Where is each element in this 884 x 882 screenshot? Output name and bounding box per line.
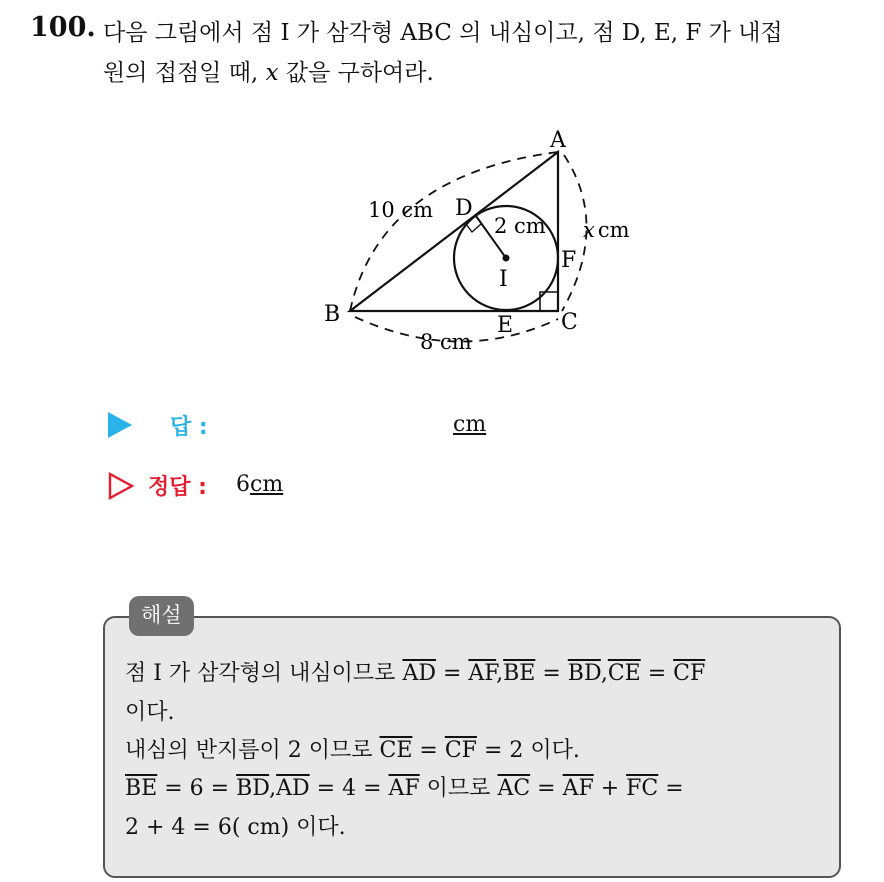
correct-answer-unit: cm xyxy=(250,472,284,497)
answer-blank-unit[interactable]: cm xyxy=(453,412,487,437)
label-e: E xyxy=(497,313,514,338)
label-side-ab: 10 cm xyxy=(368,198,434,222)
sol4-four: = 4 = xyxy=(316,776,382,801)
question-text-line1: 다음 그림에서 점 I 가 삼각형 ABC 의 내심이고, 점 D, E, F 가 내접 xyxy=(103,20,783,46)
sol4-fc: $\overline{FC}$ xyxy=(626,776,659,801)
label-d: D xyxy=(455,196,473,221)
correct-answer-label: 정답 : xyxy=(148,475,207,500)
sol4-af: $\overline{AF}$ xyxy=(388,776,420,801)
solution-tag: 해설 xyxy=(129,596,194,636)
sol4-mid: 이므로 xyxy=(426,776,491,801)
solution-line-2: 이다. xyxy=(125,700,175,725)
sol1-ad: $\overline{AD}$ xyxy=(402,661,436,686)
correct-answer-outline-play-icon xyxy=(108,472,134,500)
correct-answer-number: 6 xyxy=(236,472,250,497)
label-f: F xyxy=(561,248,577,273)
label-side-bc: 8 cm xyxy=(420,330,472,354)
solution-line-5: 2 + 4 = 6( cm) 이다. xyxy=(125,815,346,840)
sol4-six: = 6 = xyxy=(164,776,230,801)
label-radius: 2 cm xyxy=(494,214,546,238)
label-side-ac xyxy=(583,218,630,242)
sol4-be: $\overline{BE}$ xyxy=(125,776,158,801)
question-text-line2-pre: 원의 접점일 때, xyxy=(103,60,266,86)
sol4-af2: $\overline{AF}$ xyxy=(562,776,594,801)
solution-line-1: 점 I 가 삼각형의 내심이므로 $\overline{AD} = \overline{AF},\overline{BE} = \overline{BD},\overline{CE} = \overline{CF}$ xyxy=(125,661,706,686)
correct-answer-value xyxy=(236,472,283,497)
sol3-pre: 내심의 반지름이 2 이므로 xyxy=(125,738,373,763)
sol1-af: $\overline{AF}$ xyxy=(468,661,497,686)
sol1-be: $\overline{BE}$ xyxy=(503,661,536,686)
sol1-bd: $\overline{BD}$ xyxy=(567,661,601,686)
sol3-ce: $\overline{CE}$ xyxy=(379,738,413,763)
answer-label: 답 : xyxy=(170,415,208,440)
label-side-ac-unit: cm xyxy=(597,218,630,242)
sol3-post: = 2 이다. xyxy=(483,738,580,763)
label-i: I xyxy=(499,267,508,292)
correct-answer-row xyxy=(108,472,408,502)
triangle-incircle-figure xyxy=(300,115,660,365)
sol3-cf: $\overline{CF}$ xyxy=(444,738,477,763)
sol1-ce: $\overline{CE}$ xyxy=(607,661,641,686)
question-number: 100. xyxy=(30,12,96,43)
answer-row xyxy=(108,412,528,442)
incenter-point xyxy=(503,255,510,262)
sol1-cf: $\overline{CF}$ xyxy=(673,661,706,686)
sol1-text: 점 I 가 삼각형의 내심이므로 xyxy=(125,661,396,686)
solution-line-3: 내심의 반지름이 2 이므로 $\overline{CE} = \overline{CF} = 2$ 이다. xyxy=(125,738,580,763)
label-b: B xyxy=(324,302,341,327)
sol4-bd: $\overline{BD}$ xyxy=(236,776,270,801)
sol4-ac: $\overline{AC}$ xyxy=(497,776,531,801)
right-angle-mark-d xyxy=(466,224,481,232)
label-a: A xyxy=(550,128,566,153)
label-c: C xyxy=(561,310,578,335)
question-variable-x: x xyxy=(265,60,279,86)
solution-line-4: $\overline{BE} = 6 = \overline{BD},\overline{AD} = 4 = \overline{AF}$ 이므로 $\overline{AC} = \overline{AF} + \overline{FC}$ = xyxy=(125,776,684,801)
sol4-ad: $\overline{AD}$ xyxy=(276,776,310,801)
label-side-ac-var: x xyxy=(583,218,595,242)
question-text-line2-post: 값을 구하여라. xyxy=(278,60,434,86)
question-text-line2 xyxy=(103,54,434,87)
answer-play-icon xyxy=(108,412,132,438)
